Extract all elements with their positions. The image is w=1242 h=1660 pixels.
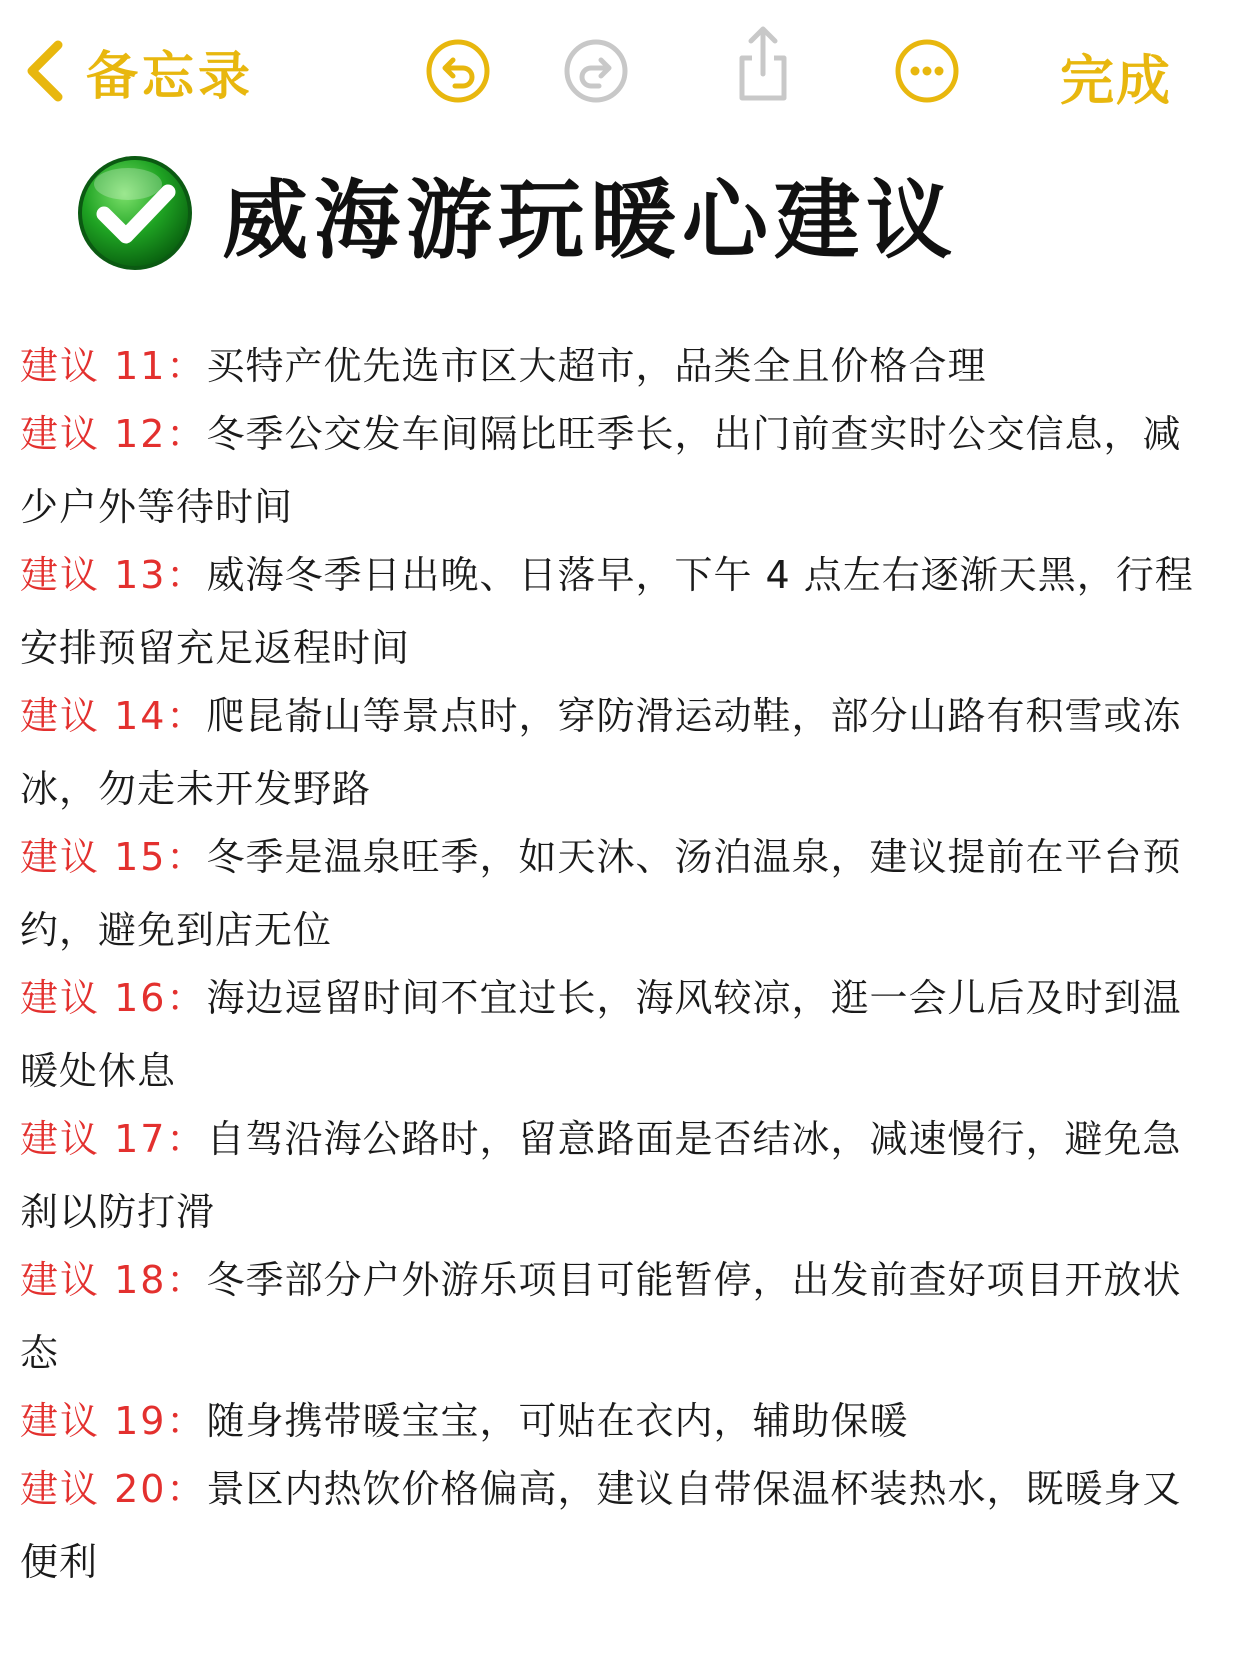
tip-label: 建议 11：: [20, 344, 207, 388]
tip-text: 冬季部分户外游乐项目可能暂停，出发前查好项目开放状态: [20, 1258, 1182, 1375]
tip-item: [20, 1453, 1215, 1599]
tip-item: [20, 680, 1215, 826]
tip-label: 建议 19：: [20, 1399, 207, 1443]
tip-text: 买特产优先选市区大超市，品类全且价格合理: [206, 344, 987, 388]
tip-label: 建议 14：: [20, 694, 207, 738]
tip-item: [20, 821, 1215, 967]
tip-item: [20, 398, 1215, 544]
tip-text: 冬季公交发车间隔比旺季长，出门前查实时公交信息，减少户外等待时间: [20, 412, 1182, 529]
tip-label: 建议 15：: [20, 835, 207, 879]
more-icon[interactable]: [894, 38, 960, 104]
tip-item: [20, 1385, 1215, 1458]
done-button[interactable]: 完成: [1060, 49, 1172, 112]
note-title: 威海游玩暖心建议: [222, 171, 958, 271]
back-button[interactable]: [22, 36, 254, 106]
tip-label: 建议 16：: [20, 976, 207, 1020]
check-mark-icon: [76, 154, 194, 272]
tip-text: 自驾沿海公路时，留意路面是否结冰，减速慢行，避免急刹以防打滑: [20, 1117, 1182, 1234]
tip-text: 爬昆嵛山等景点时，穿防滑运动鞋，部分山路有积雪或冻冰，勿走未开发野路: [20, 694, 1182, 811]
chevron-left-icon: [22, 39, 66, 103]
notes-toolbar: [0, 0, 1242, 140]
tip-label: 建议 20：: [20, 1467, 207, 1511]
share-icon[interactable]: [730, 24, 796, 104]
tip-label: 建议 17：: [20, 1117, 207, 1161]
tip-text: 冬季是温泉旺季，如天沐、汤泊温泉，建议提前在平台预约，避免到店无位: [20, 835, 1182, 952]
tip-item: [20, 962, 1215, 1108]
tip-text: 景区内热饮价格偏高，建议自带保温杯装热水，既暖身又便利: [20, 1467, 1182, 1584]
tip-text: 随身携带暖宝宝，可贴在衣内，辅助保暖: [206, 1399, 909, 1443]
tip-label: 建议 13：: [20, 553, 207, 597]
back-label: 备忘录: [86, 46, 255, 107]
undo-icon[interactable]: [425, 38, 491, 104]
tip-label: 建议 12：: [20, 412, 207, 456]
tip-text: 海边逗留时间不宜过长，海风较凉，逛一会儿后及时到温暖处休息: [20, 976, 1182, 1093]
tip-label: 建议 18：: [20, 1258, 207, 1302]
note-title-row: [76, 148, 958, 278]
tip-text: 威海冬季日出晚、日落早，下午 4 点左右逐渐天黑，行程安排预留充足返程时间: [20, 553, 1194, 670]
tip-item: [20, 1103, 1215, 1249]
tip-item: [20, 539, 1215, 685]
tips-list: [20, 330, 1215, 1599]
redo-icon[interactable]: [563, 38, 629, 104]
tip-item: [20, 330, 1215, 403]
tip-item: [20, 1244, 1215, 1390]
